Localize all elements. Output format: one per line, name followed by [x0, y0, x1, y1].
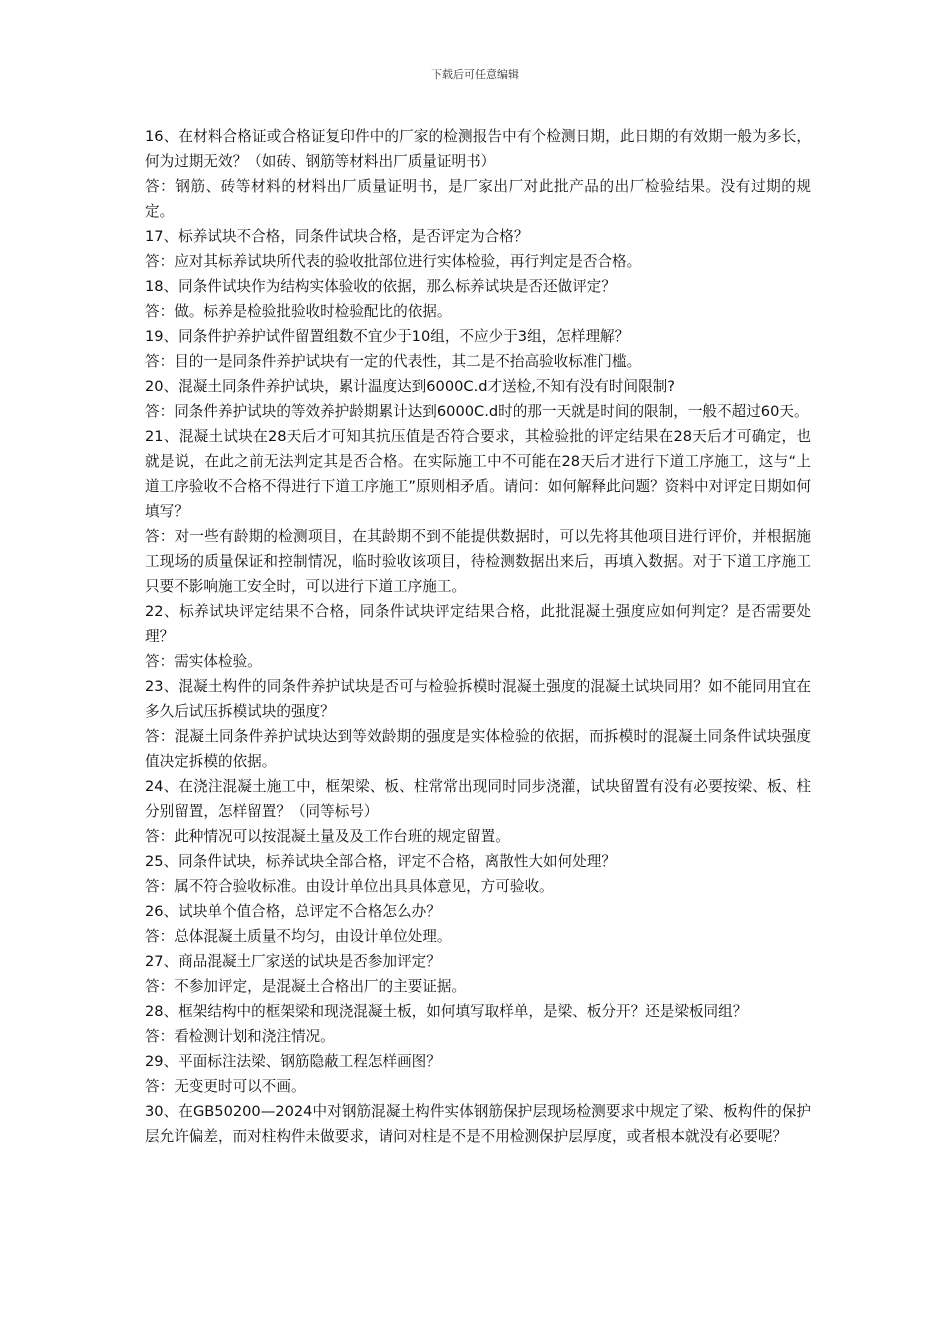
question-26: 26、试块单个值合格，总评定不合格怎么办？: [145, 903, 441, 920]
answer-25: 答：属不符合验收标准。由设计单位出具具体意见，方可验收。: [145, 878, 554, 895]
question-20: 20、混凝土同条件养护试块，累计温度达到6000C.d才送检,不知有没有时间限制?: [145, 378, 676, 395]
question-28: 28、框架结构中的框架梁和现浇混凝土板，如何填写取样单，是梁、板分开？还是梁板同组？: [145, 1003, 748, 1020]
answer-16: 答：钢筋、砖等材料的材料出厂质量证明书，是厂家出厂对此批产品的出厂检验结果。没有过期的规定。: [145, 178, 811, 220]
answer-24: 答：此种情况可以按混凝土量及及工作台班的规定留置。: [145, 828, 510, 845]
answer-26: 答：总体混凝土质量不均匀，由设计单位处理。: [145, 928, 452, 945]
question-29: 29、平面标注法梁、钢筋隐蔽工程怎样画图？: [145, 1053, 441, 1070]
document-body: [145, 124, 811, 1149]
question-18: 18、同条件试块作为结构实体验收的依据，那么标养试块是否还做评定？: [145, 278, 616, 295]
answer-17: 答：应对其标养试块所代表的验收批部位进行实体检验，再行判定是否合格。: [145, 253, 642, 270]
question-22: 22、标养试块评定结果不合格，同条件试块评定结果合格，此批混凝土强度应如何判定？是否需要处理？: [145, 603, 811, 645]
question-16: 16、在材料合格证或合格证复印件中的厂家的检测报告中有个检测日期，此日期的有效期一般为多长，何为过期无效？（如砖、钢筋等材料出厂质量证明书）: [145, 128, 811, 170]
question-27: 27、商品混凝土厂家送的试块是否参加评定？: [145, 953, 441, 970]
question-30: 30、在GB50200—2024中对钢筋混凝土构件实体钢筋保护层现场检测要求中规定了梁、板构件的保护层允许偏差，而对柱构件未做要求，请问对柱是不是不用检测保护层厚度，或者根本就没有必要呢？: [145, 1103, 811, 1145]
answer-27: 答：不参加评定，是混凝土合格出厂的主要证据。: [145, 978, 467, 995]
question-25: 25、同条件试块，标养试块全部合格，评定不合格，离散性大如何处理？: [145, 853, 616, 870]
question-24: 24、在浇注混凝土施工中，框架梁、板、柱常常出现同时同步浇灌，试块留置有没有必要按梁、板、柱分别留置，怎样留置？（同等标号）: [145, 778, 811, 820]
page-header: 下载后可任意编辑: [431, 68, 519, 81]
question-19: 19、同条件护养护试件留置组数不宜少于10组，不应少于3组，怎样理解？: [145, 328, 630, 345]
answer-19: 答：目的一是同条件养护试块有一定的代表性，其二是不抬高验收标准门槛。: [145, 353, 642, 370]
question-21: 21、混凝土试块在28天后才可知其抗压值是否符合要求，其检验批的评定结果在28天后才可确定，也就是说，在此之前无法判定其是否合格。在实际施工中不可能在28天后才进行下道工序施工，这与“上道工序验收不合格不得进行下道工序施工”原则相矛盾。请问：如何解释此问题？资料中对评定日期如何填写？: [145, 428, 811, 520]
answer-20: 答：同条件养护试块的等效养护龄期累计达到6000C.d时的那一天就是时间的限制，一般不超过60天。: [145, 403, 809, 420]
answer-23: 答：混凝土同条件养护试块达到等效龄期的强度是实体检验的依据，而拆模时的混凝土同条件试块强度值决定拆模的依据。: [145, 728, 811, 770]
question-23: 23、混凝土构件的同条件养护试块是否可与检验拆模时混凝土强度的混凝土试块同用？如不能同用宜在多久后试压拆模试块的强度？: [145, 678, 811, 720]
answer-22: 答：需实体检验。: [145, 653, 262, 670]
answer-18: 答：做。标养是检验批验收时检验配比的依据。: [145, 303, 452, 320]
answer-21: 答：对一些有龄期的检测项目，在其龄期不到不能提供数据时，可以先将其他项目进行评价，并根据施工现场的质量保证和控制情况，临时验收该项目，待检测数据出来后，再填入数据。对于下道工序施工只要不影响施工安全时，可以进行下道工序施工。: [145, 528, 811, 595]
answer-28: 答：看检测计划和浇注情况。: [145, 1028, 335, 1045]
answer-29: 答：无变更时可以不画。: [145, 1078, 306, 1095]
question-17: 17、标养试块不合格，同条件试块合格，是否评定为合格？: [145, 228, 529, 245]
